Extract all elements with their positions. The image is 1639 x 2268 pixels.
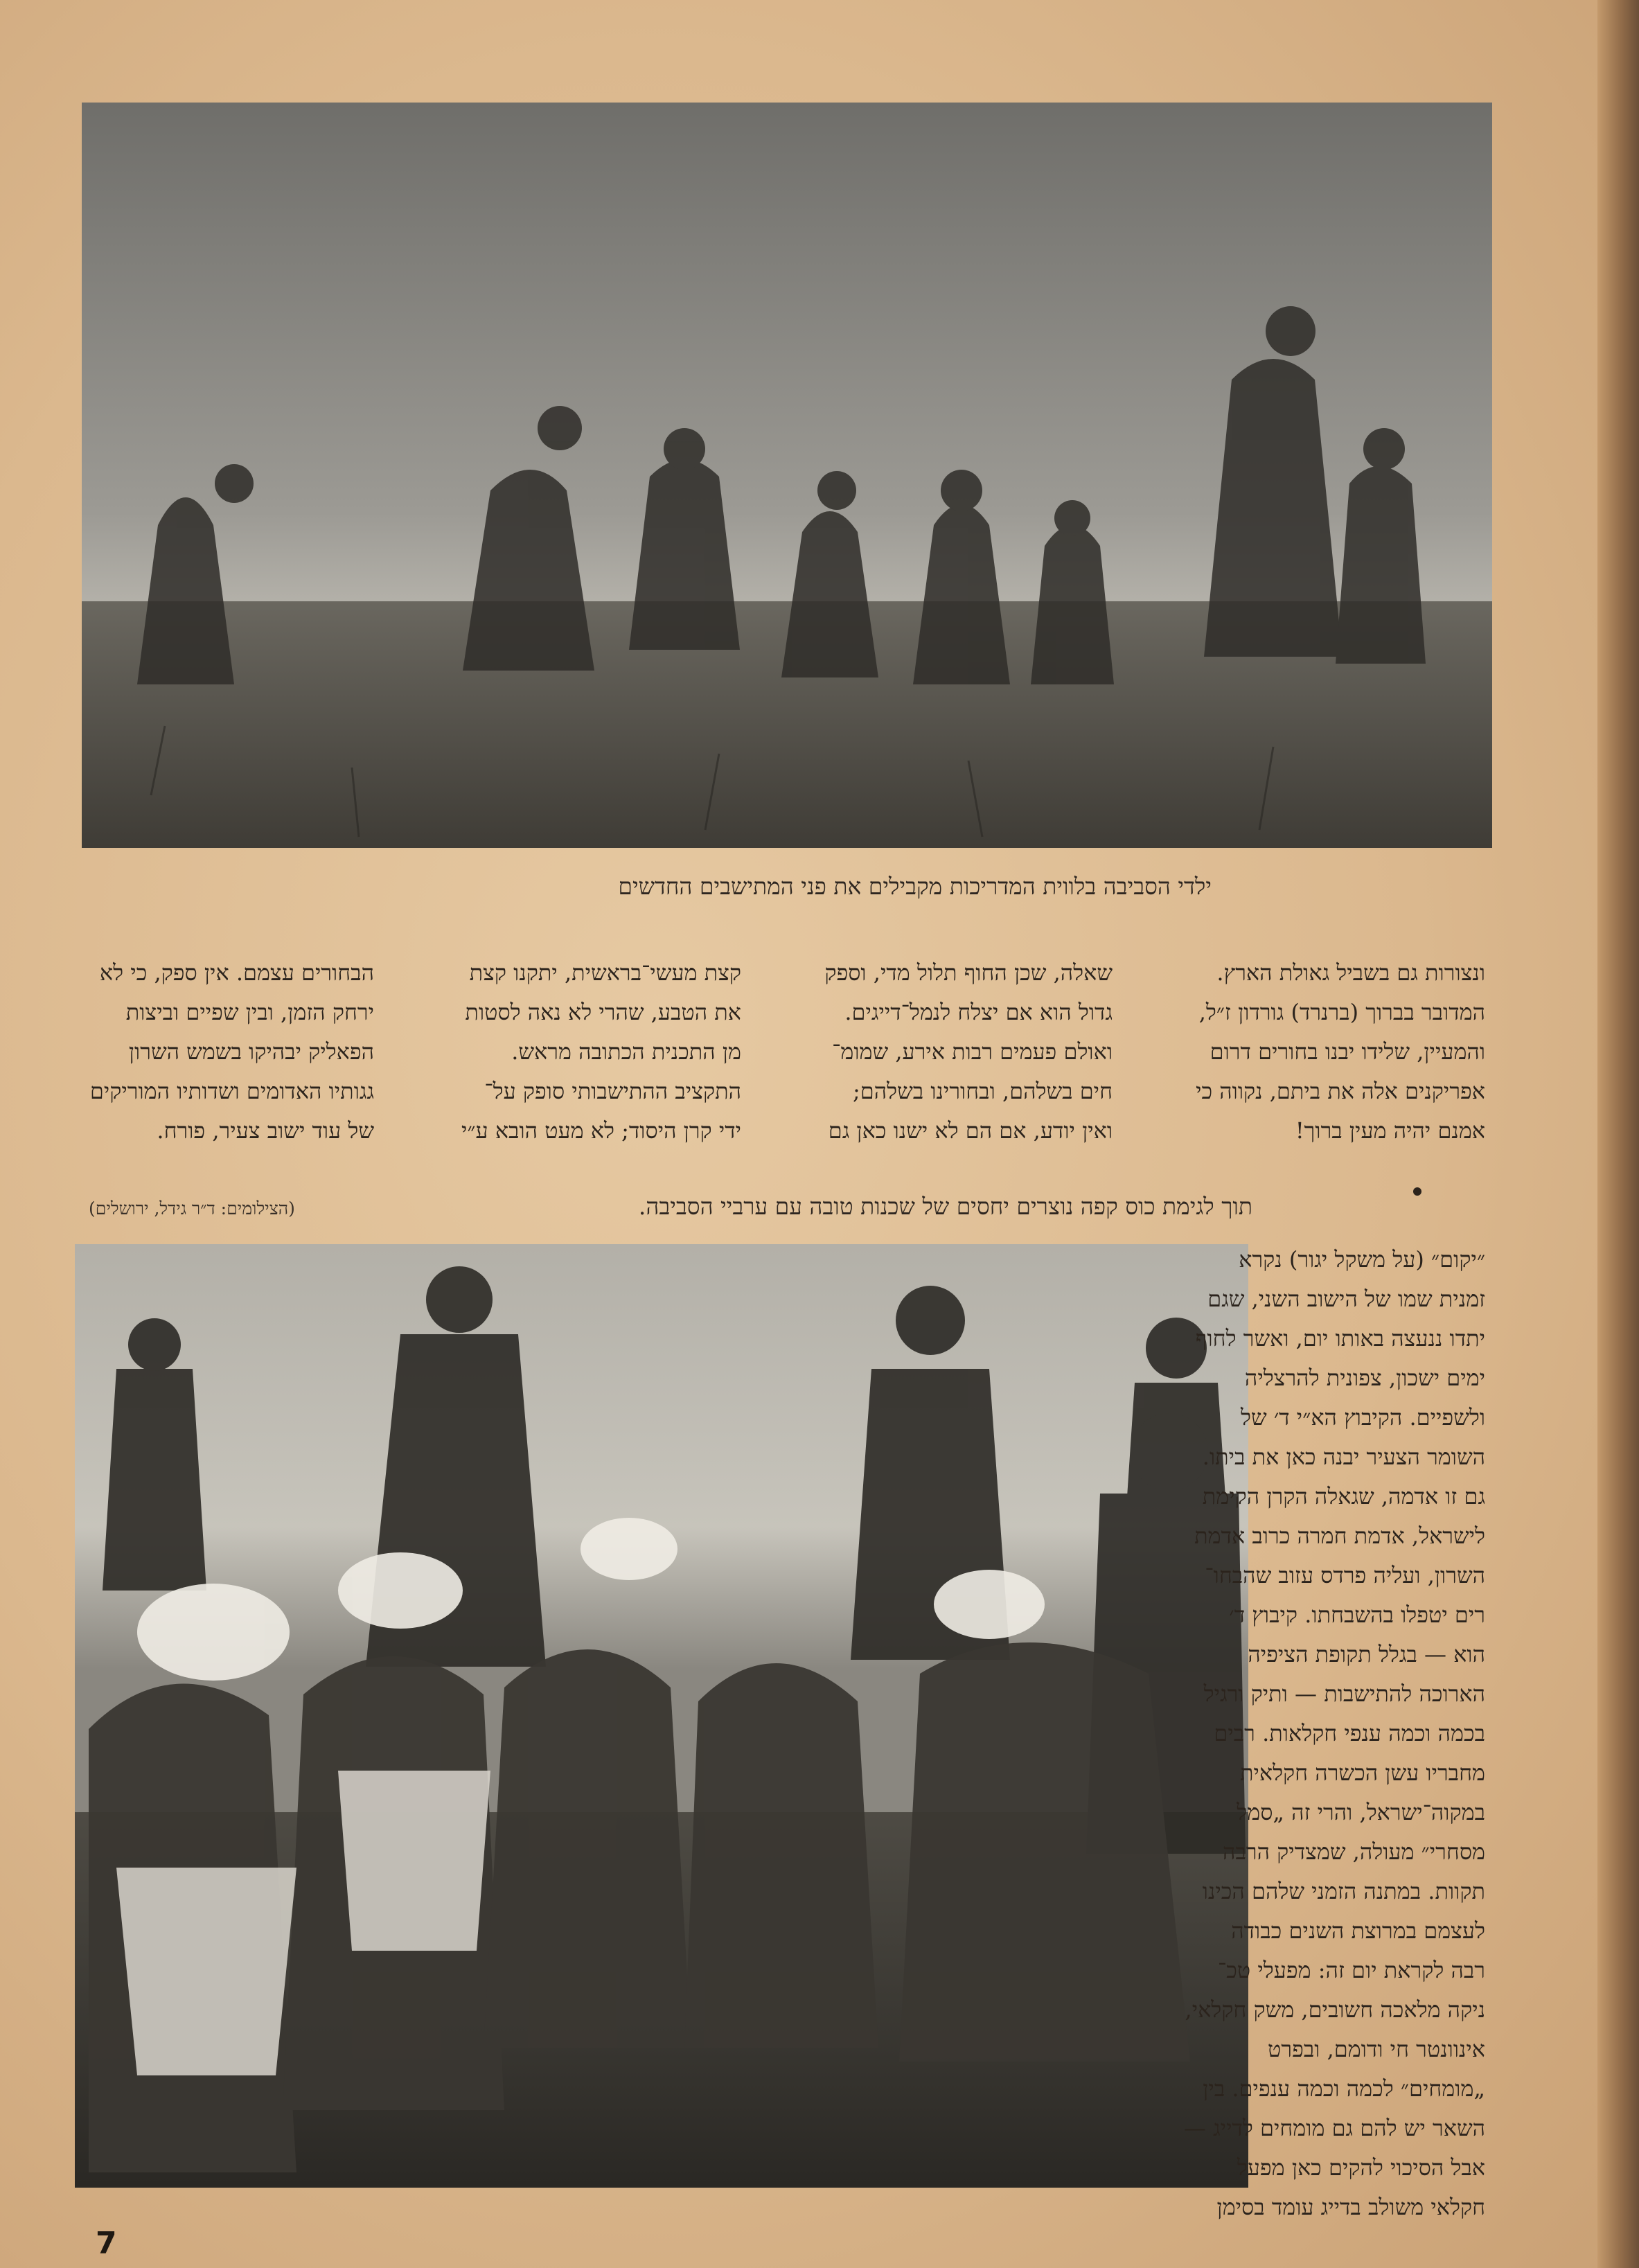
text-line: גם זו אדמה, שגאלה הקרן הקימת xyxy=(1202,1483,1485,1509)
text-line: אבל הסיכוי להקים כאן מפעל xyxy=(1237,2154,1485,2181)
text-line: לישראל, אדמת חמרה כרוב אדמת xyxy=(1194,1523,1485,1549)
text-line: בכמה וכמה ענפי חקלאות. רבים xyxy=(1214,1720,1485,1746)
text-line: הארוכה להתישבות — ותיק ורגיל xyxy=(1203,1681,1485,1707)
text-line: ״יקום״ (על משקל יגור) נקרא xyxy=(1239,1246,1485,1273)
text-line: חקלאי משולב בדייג עומד בסימן xyxy=(1216,2194,1485,2220)
text-line: את הטבע, שהרי לא נאה לסטות xyxy=(465,999,741,1025)
text-line: „מומחים״ לכמה וכמה ענפים. בין xyxy=(1203,2075,1485,2102)
text-line: מן התכנית הכתובה מראש. xyxy=(511,1038,741,1065)
text-line: אינוונטר חי ודומם, ובפרט xyxy=(1268,2036,1485,2062)
text-line: גדול הוא אם יצלח לנמל־דייגים. xyxy=(844,999,1113,1025)
text-line: זמנית שמו של הישוב השני, שגם xyxy=(1207,1286,1485,1312)
text-line: הבחורים עצמם. אין ספק, כי לא xyxy=(99,959,374,986)
text-line: השאר יש להם גם מומחים לדייג — xyxy=(1183,2115,1485,2141)
bottom-photo-caption: תוך לגימת כוס קפה נוצרים יחסים של שכנות טובה עם ערביי הסביבה. xyxy=(638,1193,1252,1220)
text-line: השומר הצעיר יבנה כאן את ביתו. xyxy=(1202,1444,1485,1470)
text-line: התקציב ההתישבותי סופק על־ xyxy=(484,1078,741,1104)
text-line: ונצורות גם בשביל גאולת הארץ. xyxy=(1216,959,1485,986)
text-line: קצת מעשי־בראשית, יתקנו קצת xyxy=(469,959,741,986)
text-line: ולשפיים. הקיבוץ הא״י ד׳ של xyxy=(1241,1404,1485,1430)
section-bullet xyxy=(1413,1187,1421,1196)
text-line: הפאליק יבהיקו בשמש השרון xyxy=(128,1038,374,1065)
text-line: יתדו ננעצה באותו יום, ואשר לחוף xyxy=(1195,1325,1485,1352)
text-line: ירחק הזמן, ובין שפיים וביצות xyxy=(125,999,374,1025)
top-photo xyxy=(82,103,1492,848)
page-binding-edge xyxy=(1597,0,1639,2268)
text-line: מסחרי״ מעולה, שמצדיק הרבה xyxy=(1223,1839,1485,1865)
text-line: גגותיו האדומים ושדותיו המוריקים xyxy=(89,1078,374,1104)
text-line: ימים ישכון, צפונית להרצליה xyxy=(1244,1365,1485,1391)
text-line: מחבריו עשן הכשרה חקלאית xyxy=(1239,1760,1485,1786)
text-line: אפריקנים אלה את ביתם, נקווה כי xyxy=(1196,1078,1485,1104)
top-photo-caption: ילדי הסביבה בלווית המדריכות מקבילים את פני המתישבים החדשים xyxy=(618,873,1212,900)
article-side-column xyxy=(1184,1240,1485,2227)
photo-credit: (הצילומים: ד״ר גידל, ירושלים) xyxy=(89,1198,295,1219)
bottom-photo xyxy=(75,1244,1248,2188)
text-line: ואולם פעמים רבות אירע, שמומ־ xyxy=(832,1038,1113,1065)
article-column-2 xyxy=(824,953,1113,1151)
text-line: המדובר בברוך (ברנרד) גורדון ז״ל, xyxy=(1198,999,1485,1025)
text-line: ניקה מלאכה חשובים, משק חקלאי, xyxy=(1185,1996,1485,2023)
article-column-4 xyxy=(90,953,374,1151)
text-line: חים בשלהם, ובחורינו בשלהם; xyxy=(852,1078,1113,1104)
page-number: 7 xyxy=(96,2226,117,2261)
text-line: תקוות. במתנה הזמני שלהם הכינו xyxy=(1202,1878,1485,1904)
article-column-3 xyxy=(461,953,741,1151)
text-line: רבה לקראת יום זה: מפעלי טכ־ xyxy=(1217,1957,1485,1983)
text-line: לעצמם במרוצת השנים כבודה xyxy=(1231,1917,1485,1944)
text-line: של עוד ישוב צעיר, פורח. xyxy=(157,1117,374,1144)
text-line: שאלה, שכן החוף תלול מדי, וספק xyxy=(824,959,1113,986)
text-line: השרון, ועליה פרדס עזוב שהבחו־ xyxy=(1205,1562,1485,1588)
text-line: והמעיין, שלידו יבנו בחורים דרום xyxy=(1210,1038,1485,1065)
text-line: ואין יודע, אם הם לא ישנו כאן גם xyxy=(828,1117,1113,1144)
text-line: אמנם יהיה מעין ברוך! xyxy=(1295,1117,1485,1144)
text-line: הוא — בגלל תקופת הציפיה xyxy=(1248,1641,1485,1667)
text-line: רים יטפלו בהשבחתו. קיבוץ ד׳ xyxy=(1229,1602,1485,1628)
text-line: במקוה־ישראל, והרי זה „סמל xyxy=(1237,1799,1485,1825)
text-line: ידי קרן היסוד; לא מעט הובא ע״י xyxy=(461,1117,741,1144)
article-column-1 xyxy=(1196,953,1485,1151)
